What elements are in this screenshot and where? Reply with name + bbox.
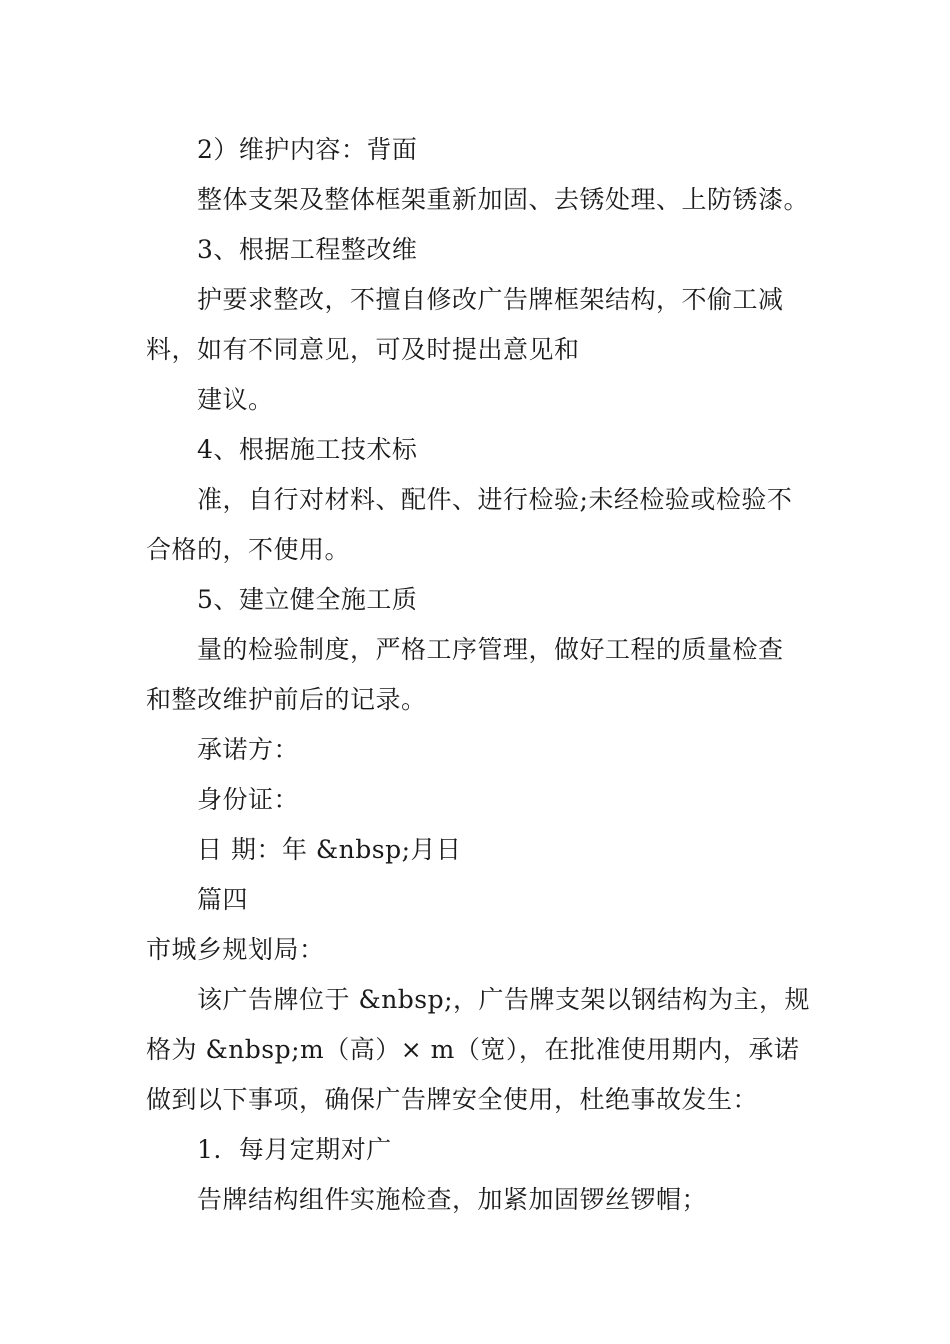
section-heading: 篇四 [197, 885, 249, 914]
text-line: 1. 每月定期对广 [197, 1135, 392, 1164]
id-card-label: 身份证： [197, 785, 300, 814]
text-line: 建议。 [197, 385, 274, 414]
text-line: 告牌结构组件实施检查，加紧加固锣丝锣帽； [197, 1185, 708, 1214]
text-line: 4、根据施工技术标 [197, 435, 418, 464]
signatory-label: 承诺方： [197, 735, 300, 764]
date-label: 日 期：年 &nbsp;月日 [197, 835, 462, 864]
text-line: 和整改维护前后的记录。 [146, 685, 427, 714]
text-line: 格为 &nbsp;m（高）× m（宽），在批准使用期内，承诺 [146, 1035, 800, 1064]
text-line: 护要求整改，不擅自修改广告牌框架结构，不偷工减 [197, 285, 784, 314]
text-line: 整体支架及整体框架重新加固、去锈处理、上防锈漆。 [197, 185, 810, 214]
text-line: 3、根据工程整改维 [197, 235, 418, 264]
addressee: 市城乡规划局： [146, 935, 325, 964]
text-line: 准，自行对材料、配件、进行检验;未经检验或检验不 [197, 485, 793, 514]
text-line: 5、建立健全施工质 [197, 585, 418, 614]
text-line: 该广告牌位于 &nbsp;，广告牌支架以钢结构为主，规 [197, 985, 811, 1014]
text-line: 做到以下事项，确保广告牌安全使用，杜绝事故发生： [146, 1085, 759, 1114]
text-line: 量的检验制度，严格工序管理，做好工程的质量检查 [197, 635, 784, 664]
text-line: 料，如有不同意见，可及时提出意见和 [146, 335, 580, 364]
text-line: 合格的，不使用。 [146, 535, 351, 564]
text-line: 2）维护内容：背面 [197, 135, 418, 164]
